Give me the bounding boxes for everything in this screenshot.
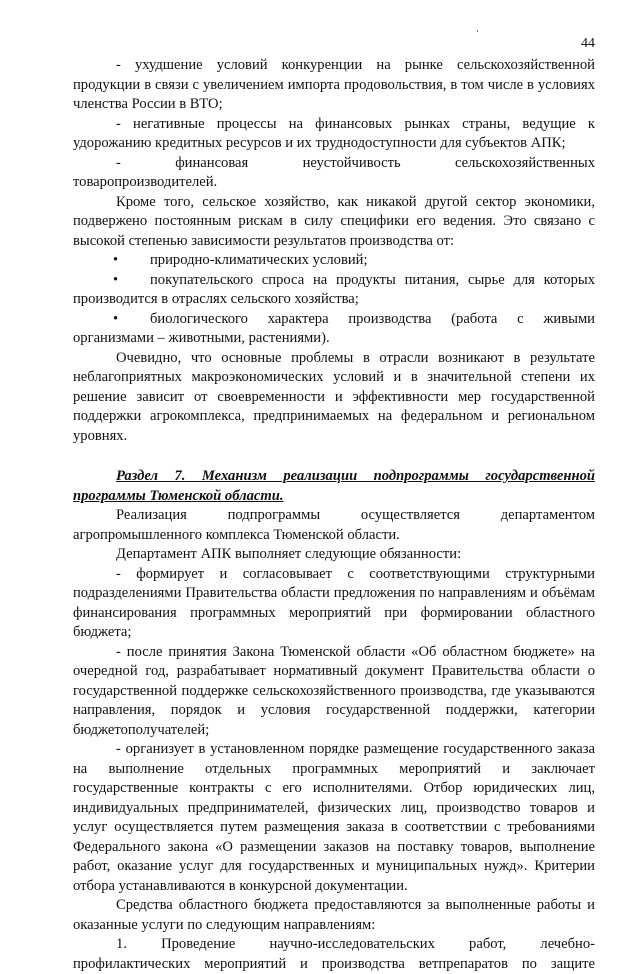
paragraph-duty-normative: - после принятия Закона Тюменской области «Об областном бюджете» на очередной год, разрабатывает нормативный документ Правительства области о государственной поддержке сельскохозяйственного производства, где указываются направления, порядок и условия государственной поддержки, категории бюджетополучателей; bbox=[73, 643, 595, 741]
paragraph-risk-instability bbox=[73, 154, 595, 174]
word: сельскохозяйственных bbox=[455, 155, 595, 171]
section-heading bbox=[73, 467, 595, 506]
list-item-research bbox=[73, 935, 595, 955]
paragraph-continuation: агропромышленного комплекса Тюменской области. bbox=[73, 526, 595, 546]
bullet-text: покупательского спроса на продукты питания, сырье для которых производится в отраслях сельского хозяйства; bbox=[73, 271, 595, 310]
bullet-item-demand bbox=[73, 271, 595, 310]
word: лечебно- bbox=[540, 936, 595, 952]
word: финансовая bbox=[175, 155, 248, 171]
word: неустойчивость bbox=[303, 155, 401, 171]
word: департаментом bbox=[501, 507, 595, 523]
paragraph-duty-procurement: - организует в установленном порядке размещение государственного заказа на выполнение отдельных программных мероприятий и заключает государственные контракты с его исполнителями. Отбор юридических лиц, индивидуальных предпринимателей, физических лиц, производство товаров и услуг осуществляется путем размещения заказа в соответствии с требованиями Федерального закона «О размещении заказов на поставку товаров, выполнение работ, оказание услуг для государственных и муниципальных нужд». Критерии отбора устанавливаются в конкурсной документации. bbox=[73, 740, 595, 896]
section-spacer bbox=[73, 446, 595, 467]
paragraph-funding-intro: Средства областного бюджета предоставляются за выполненные работы и оказанные услуги по следующим направлениям: bbox=[73, 896, 595, 935]
paragraph-agriculture-risks: Кроме того, сельское хозяйство, как никакой другой сектор экономики, подвержено постоянным рискам в силу специфики его ведения. Это связано с высокой степенью зависимости результатов производства от: bbox=[73, 193, 595, 252]
paragraph-continuation: профилактических мероприятий и производства ветпрепаратов по защите bbox=[73, 955, 595, 974]
bullet-item-climate bbox=[73, 251, 595, 271]
paragraph-continuation: товаропроизводителей. bbox=[73, 173, 595, 193]
list-number: 1. bbox=[116, 936, 127, 952]
document-body bbox=[73, 56, 595, 974]
bullet-icon: • bbox=[113, 251, 118, 271]
scan-mark bbox=[477, 30, 478, 32]
page-number: 44 bbox=[581, 36, 595, 52]
word: осуществляется bbox=[361, 507, 460, 523]
bullet-icon: • bbox=[113, 271, 118, 291]
paragraph-duty-budget: - формирует и согласовывает с соответствующими структурными подразделениями Правительства области предложения по направлениям и объёмам финансирования программных мероприятий при формировании областного бюджета; bbox=[73, 565, 595, 643]
paragraph-risk-finance: - негативные процессы на финансовых рынках страны, ведущие к удорожанию кредитных ресурсов и их труднодоступности для субъектов АПК; bbox=[73, 115, 595, 154]
word: работ, bbox=[469, 936, 506, 952]
section-heading-text: Раздел 7. Механизм реализации подпрограммы государственной программы Тюменской области. bbox=[73, 468, 595, 504]
paragraph-risk-competition: - ухудшение условий конкуренции на рынке сельскохозяйственной продукции в связи с увеличением импорта продовольствия, в том числе в условиях членства России в ВТО; bbox=[73, 56, 595, 115]
dash-marker: - bbox=[116, 155, 121, 171]
word: подпрограммы bbox=[228, 507, 321, 523]
word: Реализация bbox=[116, 507, 187, 523]
word: научно-исследовательских bbox=[269, 936, 434, 952]
bullet-text: биологического характера производства (работа с живыми организмами – животными, растениями). bbox=[73, 310, 595, 349]
paragraph-implementation bbox=[73, 506, 595, 526]
paragraph-duties-intro: Департамент АПК выполняет следующие обязанности: bbox=[73, 545, 595, 565]
bullet-icon: • bbox=[113, 310, 118, 330]
paragraph-conclusion: Очевидно, что основные проблемы в отрасли возникают в результате неблагоприятных макроэкономических условий и в значительной степени их решение зависит от своевременности и эффективности мер государственной поддержки агрокомплекса, предпринимаемых на федеральном и региональном уровнях. bbox=[73, 349, 595, 447]
word: Проведение bbox=[161, 936, 235, 952]
bullet-item-biology bbox=[73, 310, 595, 349]
bullet-text: природно-климатических условий; bbox=[73, 251, 595, 271]
